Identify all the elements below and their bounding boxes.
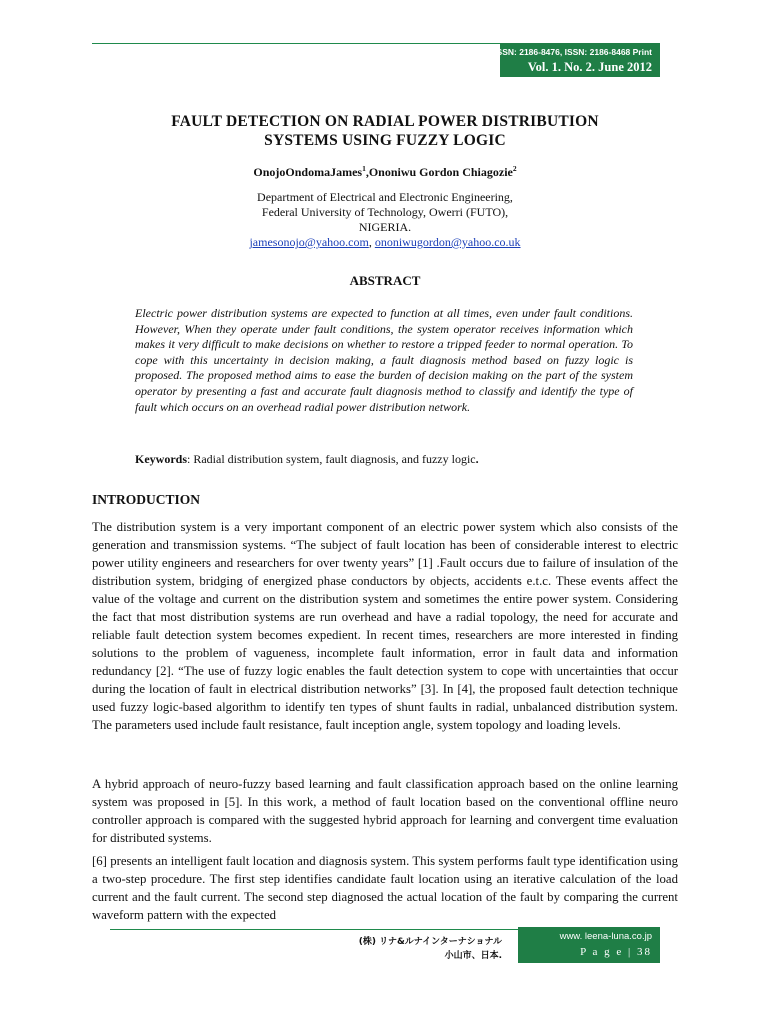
abstract-heading: ABSTRACT: [349, 273, 421, 288]
affiliation-line-3: NIGERIA.: [358, 220, 412, 234]
title-line-1: FAULT DETECTION ON RADIAL POWER DISTRIBUTION: [171, 113, 599, 130]
footer-rule: [110, 929, 520, 930]
keywords-end: .: [475, 452, 479, 466]
issn-text: ISSN: 2186-8476, ISSN: 2186-8468 Print: [494, 47, 652, 57]
publisher-location: 小山市、日本.: [444, 951, 502, 961]
keywords-text: : Radial distribution system, fault diagnosis, and fuzzy logic: [187, 452, 476, 466]
page-number: P a g e | 38: [580, 946, 652, 958]
intro-paragraph-3: [6] presents an intelligent fault location and diagnosis system. This system performs fault type identification using a two-step procedure. The first step identifies candidate fault location using an iterative calculation of the load current and the fault current. The second step diagnosed the actual location of the fault by comparing the current waveform pattern with the expected: [92, 854, 678, 922]
paper-title: [92, 112, 678, 150]
footer-box: [518, 927, 660, 963]
author-1-affil-mark: 1: [362, 164, 366, 173]
journal-header-box: [494, 43, 660, 77]
title-line-2: SYSTEMS USING FUZZY LOGIC: [264, 132, 506, 149]
intro-paragraph-1: The distribution system is a very important component of an electric power system which also consists of the generation and transmission systems. “The subject of fault location has been of considerable interest to electric power utility engineers and researchers for over twenty years” [1] .Fault occurs due to failure of insulation of the distribution system, bridging of energized phase conductors by objects, accidents e.t.c. These events affect the value of the voltage and current on the distribution system and sometimes the entire power system. Considering the fact that most distribution systems are run overhead and have a radial topology, the need for accurate and reliable fault detection system becomes expedient. In recent times, researchers are more interested in finding solutions to the problem of vagueness, incomplete fault information, error in fault data and information redundancy [2]. “The use of fuzzy logic enables the fault detection system to cope with uncertainties that occur during the location of fault in electrical distribution networks” [3]. In [4], the proposed fault detection technique used fuzzy logic-based algorithm to identify ten types of shunt faults in radial, unbalanced distribution system. The parameters used include fault resistance, fault inception angle, system topology and loading levels.: [92, 520, 678, 732]
abstract-text: Electric power distribution systems are expected to function at all times, even under fault conditions. However, When they operate under fault conditions, the system operator receives information which makes it very difficult to make decisions on whether to restore a tripped feeder to normal operation. To cope with this uncertainty in decision making, a fault diagnosis method based on fuzzy logic is proposed. The proposed method aims to ease the burden of decision making on the part of the system operator by presenting a fast and accurate fault diagnosis method to classify and identify the type of fault which occurs on an overhead radial power distribution network.: [135, 306, 633, 414]
affiliation-line-2: Federal University of Technology, Owerri (FUTO),: [261, 205, 509, 219]
affiliation: [92, 190, 678, 235]
volume-text: Vol. 1. No. 2. June 2012: [527, 60, 652, 74]
intro-paragraph-2: A hybrid approach of neuro-fuzzy based learning and fault classification approach based on the online learning system was proposed in [5]. In this work, a method of fault location based on the conventional offline neuro controller approach is compared with the suggested hybrid approach for learning and convergent time evaluation for distributed systems.: [92, 777, 678, 845]
author-2-affil-mark: 2: [512, 164, 517, 173]
email-line: [92, 235, 678, 250]
author-1: OnojoOndomaJames: [253, 165, 363, 179]
email-link-2[interactable]: ononiwugordon@yahoo.co.uk: [374, 235, 521, 249]
author-2: Ononiwu Gordon Chiagozie: [368, 165, 513, 179]
author-separator: ,: [365, 165, 369, 179]
email-separator: ,: [368, 235, 375, 249]
affiliation-line-1: Department of Electrical and Electronic Engineering,: [257, 190, 513, 204]
website-text: www. leena-luna.co.jp: [559, 931, 652, 942]
publisher-name: (株) リナ&ルナインターナショナル: [358, 937, 502, 947]
introduction-heading: INTRODUCTION: [92, 492, 201, 507]
keywords-line: [135, 452, 633, 467]
keywords-label: Keywords: [135, 452, 187, 466]
author-list: [92, 164, 678, 180]
header-rule: [92, 43, 502, 44]
email-link-1[interactable]: jamesonojo@yahoo.com: [249, 235, 369, 249]
